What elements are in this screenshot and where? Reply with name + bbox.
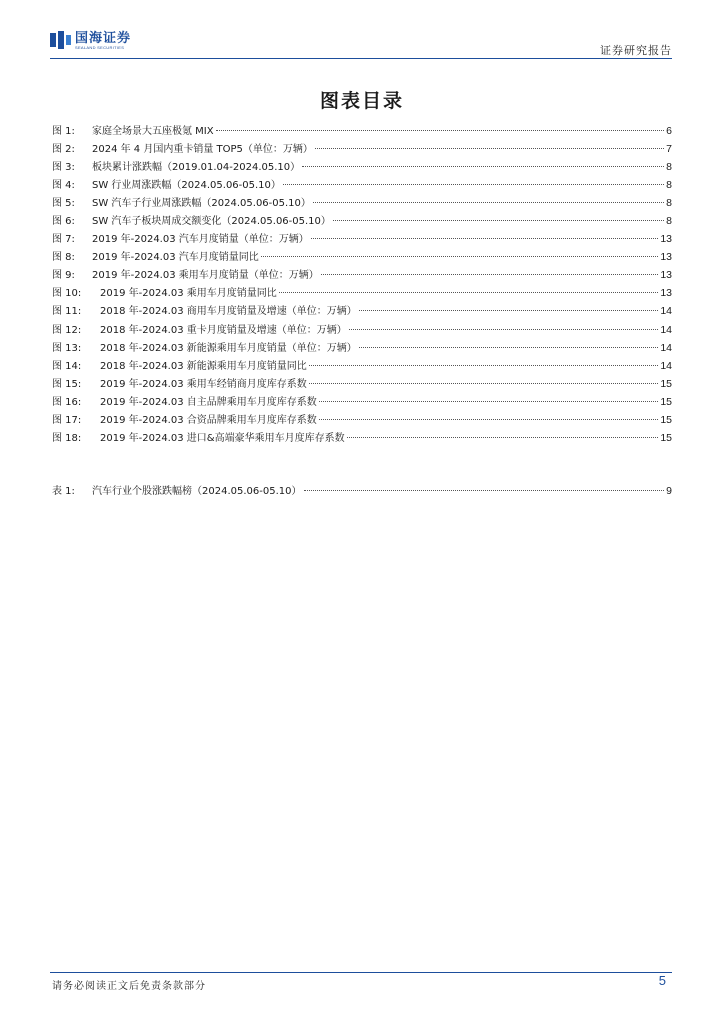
toc-leader-dots	[311, 238, 659, 239]
toc-entry-label: 图 7:	[52, 234, 75, 246]
toc-entry-title: 汽车行业个股涨跌幅榜（2024.05.06-05.10）	[92, 486, 302, 497]
figure-list	[52, 122, 672, 447]
page-number: 5	[658, 973, 666, 988]
toc-leader-dots	[313, 202, 664, 203]
table-list	[52, 482, 672, 500]
toc-leader-dots	[333, 220, 664, 221]
figure-toc-entry[interactable]	[52, 158, 672, 176]
toc-entry-page: 14	[660, 305, 672, 318]
logo-name-en: SEALAND SECURITIES	[75, 45, 125, 50]
company-logo	[50, 31, 131, 50]
toc-entry-page: 9	[666, 485, 672, 497]
toc-entry-title: 2019 年-2024.03 乘用车月度销量（单位：万辆）	[92, 270, 319, 282]
toc-entry-label: 表 1:	[52, 486, 75, 497]
figure-toc-entry[interactable]	[52, 393, 672, 411]
toc-entry-title: 2019 年-2024.03 合资品牌乘用车月度库存系数	[100, 414, 317, 426]
toc-entry-page: 13	[660, 251, 672, 264]
toc-leader-dots	[359, 310, 659, 311]
toc-entry-label: 图 1:	[52, 126, 75, 137]
toc-leader-dots	[261, 256, 659, 257]
toc-leader-dots	[216, 130, 665, 131]
toc-entry-title: 2019 年-2024.03 乘用车月度销量同比	[100, 288, 277, 300]
header-divider	[50, 58, 672, 59]
toc-leader-dots	[319, 401, 659, 402]
toc-entry-title: 2018 年-2024.03 新能源乘用车月度销量（单位：万辆）	[100, 342, 357, 354]
toc-leader-dots	[321, 274, 659, 275]
figure-toc-entry[interactable]	[52, 411, 672, 429]
toc-leader-dots	[309, 365, 659, 366]
toc-entry-page: 8	[666, 179, 672, 192]
toc-entry-page: 14	[660, 323, 672, 336]
figure-toc-entry[interactable]	[52, 140, 672, 158]
toc-entry-label: 图 4:	[52, 180, 75, 192]
toc-entry-page: 14	[660, 359, 672, 372]
toc-entry-title: 2019 年-2024.03 自主品牌乘用车月度库存系数	[100, 396, 317, 408]
logo-name-cn: 国海证券	[75, 30, 132, 45]
toc-entry-page: 8	[666, 197, 672, 210]
toc-entry-page: 15	[660, 395, 672, 408]
toc-entry-label: 图 2:	[52, 144, 75, 156]
toc-entry-title: 2019 年-2024.03 汽车月度销量同比	[92, 252, 259, 264]
toc-entry-label: 图 9:	[52, 270, 75, 282]
toc-entry-label: 图 8:	[52, 252, 75, 264]
toc-leader-dots	[315, 148, 664, 149]
toc-entry-title: 2018 年-2024.03 重卡月度销量及增速（单位：万辆）	[100, 324, 347, 336]
toc-entry-title: 板块累计涨跌幅（2019.01.04-2024.05.10）	[92, 162, 301, 174]
toc-entry-label: 图 3:	[52, 162, 75, 174]
toc-entry-label: 图 13:	[52, 342, 82, 354]
toc-entry-label: 图 6:	[52, 216, 75, 228]
document-type: 证券研究报告	[600, 44, 672, 57]
figure-toc-entry[interactable]	[52, 176, 672, 194]
toc-entry-page: 13	[660, 233, 672, 246]
figure-toc-entry[interactable]	[52, 357, 672, 375]
toc-entry-page: 8	[666, 161, 672, 174]
toc-entry-page: 13	[660, 287, 672, 300]
toc-leader-dots	[283, 184, 664, 185]
toc-entry-page: 14	[660, 341, 672, 354]
toc-entry-page: 6	[666, 125, 672, 137]
toc-entry-label: 图 14:	[52, 360, 82, 372]
figure-toc-entry[interactable]	[52, 194, 672, 212]
figure-toc-entry[interactable]	[52, 122, 672, 140]
disclaimer-text: 请务必阅读正文后免责条款部分	[52, 981, 206, 992]
toc-entry-title: 2019 年-2024.03 进口&高端豪华乘用车月度库存系数	[100, 432, 345, 444]
toc-leader-dots	[302, 166, 664, 167]
toc-entry-title: SW 行业周涨跌幅（2024.05.06-05.10）	[92, 180, 281, 192]
figure-toc-entry[interactable]	[52, 429, 672, 447]
toc-entry-label: 图 11:	[52, 306, 82, 318]
toc-leader-dots	[319, 419, 659, 420]
toc-entry-label: 图 10:	[52, 288, 82, 300]
figure-toc-entry[interactable]	[52, 248, 672, 266]
toc-entry-page: 7	[666, 143, 672, 156]
toc-entry-label: 图 5:	[52, 198, 75, 210]
toc-leader-dots	[279, 292, 659, 293]
logo-mark-icon	[50, 31, 72, 49]
toc-leader-dots	[304, 490, 665, 491]
figure-toc-entry[interactable]	[52, 321, 672, 339]
toc-entry-label: 图 15:	[52, 378, 82, 390]
toc-entry-page: 13	[660, 269, 672, 282]
toc-entry-label: 图 17:	[52, 414, 82, 426]
table-toc-entry[interactable]	[52, 482, 672, 500]
toc-entry-page: 15	[660, 413, 672, 426]
figure-toc-entry[interactable]	[52, 212, 672, 230]
toc-entry-title: 2018 年-2024.03 商用车月度销量及增速（单位：万辆）	[100, 306, 357, 318]
figure-toc-entry[interactable]	[52, 339, 672, 357]
figure-toc-entry[interactable]	[52, 375, 672, 393]
toc-entry-page: 15	[660, 431, 672, 444]
toc-leader-dots	[309, 383, 659, 384]
toc-entry-title: 2019 年-2024.03 乘用车经销商月度库存系数	[100, 378, 307, 390]
figure-toc-entry[interactable]	[52, 284, 672, 302]
toc-leader-dots	[359, 347, 659, 348]
toc-entry-title: 2019 年-2024.03 汽车月度销量（单位：万辆）	[92, 234, 309, 246]
toc-title: 图表目录	[319, 90, 404, 112]
toc-entry-page: 15	[660, 377, 672, 390]
figure-toc-entry[interactable]	[52, 302, 672, 320]
toc-entry-title: SW 汽车子行业周涨跌幅（2024.05.06-05.10）	[92, 198, 311, 210]
toc-entry-title: 2024 年 4 月国内重卡销量 TOP5（单位：万辆）	[92, 144, 313, 156]
toc-entry-label: 图 18:	[52, 432, 82, 444]
toc-leader-dots	[349, 329, 659, 330]
toc-entry-label: 图 16:	[52, 396, 82, 408]
toc-entry-title: 家庭全场景大五座极氪 MIX	[92, 126, 214, 137]
toc-entry-title: 2018 年-2024.03 新能源乘用车月度销量同比	[100, 360, 307, 372]
toc-entry-title: SW 汽车子板块周成交额变化（2024.05.06-05.10）	[92, 216, 331, 228]
footer-divider	[50, 972, 672, 973]
figure-toc-entry[interactable]	[52, 230, 672, 248]
page-header	[0, 0, 724, 62]
toc-entry-page: 8	[666, 215, 672, 228]
figure-toc-entry[interactable]	[52, 266, 672, 284]
toc-leader-dots	[347, 437, 659, 438]
toc-entry-label: 图 12:	[52, 324, 82, 336]
